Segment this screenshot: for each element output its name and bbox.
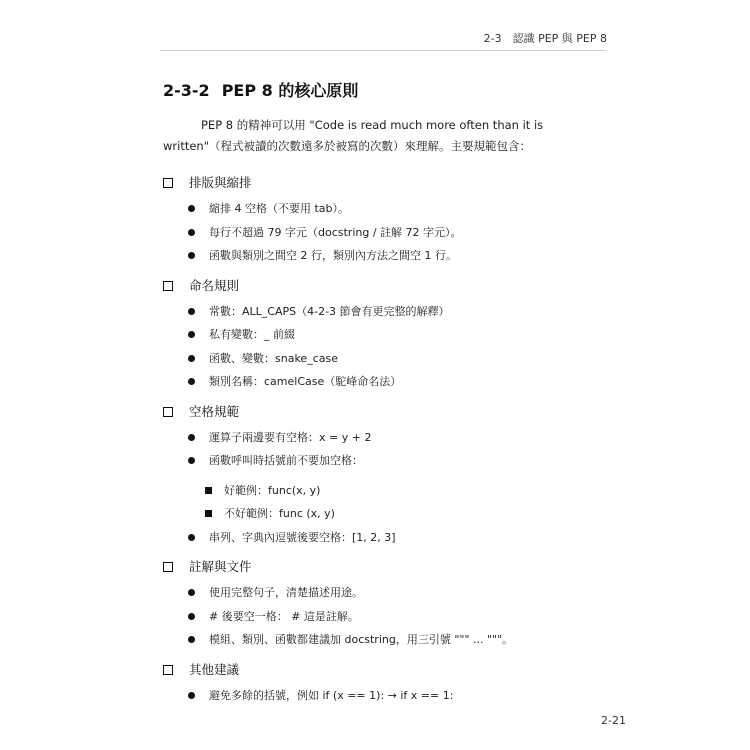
list-item <box>163 323 613 347</box>
bullet-list <box>163 300 613 394</box>
checkbox-bullet-icon <box>163 407 173 417</box>
checkbox-bullet-icon <box>163 562 173 572</box>
bullet-list <box>163 426 613 473</box>
group-heading-text: 其他建議 <box>189 661 240 677</box>
bullet-dot-icon <box>188 355 195 362</box>
list-item-text: 每行不超過 79 字元（docstring / 註解 72 字元）。 <box>209 225 462 239</box>
bullet-dot-icon <box>188 534 195 541</box>
list-item-text: 避免多餘的括號，例如 if (x == 1): → if x == 1: <box>209 688 454 702</box>
section-title-text: PEP 8 的核心原則 <box>221 81 359 100</box>
group-other-suggestions <box>163 658 613 708</box>
bullet-dot-icon <box>188 589 195 596</box>
header-divider <box>160 50 607 51</box>
bullet-list <box>163 197 613 268</box>
bullet-dot-icon <box>188 229 195 236</box>
bullet-dot-icon <box>188 252 195 259</box>
list-item <box>163 581 613 605</box>
bullet-dot-icon <box>188 636 195 643</box>
group-heading <box>163 658 613 682</box>
group-layout-indentation <box>163 171 613 268</box>
section-number: 2-3-2 <box>163 81 210 100</box>
list-item <box>163 221 613 245</box>
list-item-text: 函數與類別之間空 2 行，類別內方法之間空 1 行。 <box>209 249 457 262</box>
list-item <box>163 300 613 324</box>
list-item-text: # 後要空一格： # 這是註解。 <box>209 609 359 623</box>
sub-list-item-text: 不好範例：func (x, y) <box>224 507 335 520</box>
bullet-dot-icon <box>188 613 195 620</box>
section-title <box>163 78 613 101</box>
group-comments-docs <box>163 555 613 652</box>
list-item-text: 類別名稱：camelCase（駝峰命名法） <box>209 375 402 388</box>
group-heading-text: 排版與縮排 <box>189 175 252 190</box>
sub-list-item <box>163 502 613 526</box>
list-item-text: 縮排 4 空格（不要用 tab）。 <box>209 202 350 215</box>
group-whitespace-rules <box>163 400 613 550</box>
page-number: 2-21 <box>601 714 626 727</box>
bullet-list <box>163 684 613 708</box>
main-content <box>163 78 613 713</box>
bullet-dot-icon <box>188 205 195 212</box>
list-item <box>163 347 613 371</box>
list-item-text: 模組、類別、函數都建議加 docstring，用三引號 """ ... """。 <box>209 633 514 646</box>
list-item <box>163 449 613 473</box>
list-item <box>163 526 613 550</box>
list-item-text: 常數：ALL_CAPS（4-2-3 節會有更完整的解釋） <box>209 304 450 318</box>
square-bullet-icon <box>205 487 212 494</box>
bullet-list <box>163 526 613 550</box>
group-naming-rules <box>163 274 613 394</box>
list-item-text: 使用完整句子，清楚描述用途。 <box>209 586 363 599</box>
bullet-dot-icon <box>188 692 195 699</box>
bullet-list <box>163 581 613 652</box>
list-item <box>163 426 613 450</box>
list-item-text: 串列、字典內逗號後要空格：[1, 2, 3] <box>209 530 396 544</box>
list-item-text: 函數呼叫時括號前不要加空格： <box>209 454 363 467</box>
bullet-dot-icon <box>188 434 195 441</box>
list-item <box>163 244 613 268</box>
group-heading <box>163 274 613 298</box>
group-heading-text: 命名規則 <box>189 277 240 293</box>
list-item-text: 運算子兩邊要有空格：x = y + 2 <box>209 430 372 444</box>
list-item-text: 私有變數：_ 前綴 <box>209 328 295 341</box>
group-heading <box>163 400 613 424</box>
bullet-dot-icon <box>188 308 195 315</box>
square-bullet-icon <box>205 510 212 517</box>
sub-list-item <box>163 479 613 503</box>
sub-list-item-text: 好範例：func(x, y) <box>224 483 321 497</box>
checkbox-bullet-icon <box>163 665 173 675</box>
group-heading <box>163 555 613 579</box>
intro-paragraph: PEP 8 的精神可以用 "Code is read much more often than it is written"（程式被讀的次數遠多於被寫的次數）來理解。主要規範包含： <box>163 118 544 153</box>
running-header: 2-3 認識 PEP 與 PEP 8 <box>483 32 607 45</box>
list-item <box>163 605 613 629</box>
group-heading-text: 空格規範 <box>189 403 240 419</box>
list-item-text: 函數、變數：snake_case <box>209 351 338 365</box>
bullet-dot-icon <box>188 378 195 385</box>
list-item <box>163 684 613 708</box>
list-item <box>163 370 613 394</box>
checkbox-bullet-icon <box>163 178 173 188</box>
sub-bullet-list <box>163 479 613 526</box>
bullet-dot-icon <box>188 331 195 338</box>
group-heading <box>163 171 613 195</box>
list-item <box>163 628 613 652</box>
bullet-dot-icon <box>188 457 195 464</box>
group-heading-text: 註解與文件 <box>189 559 252 574</box>
checkbox-bullet-icon <box>163 281 173 291</box>
list-item <box>163 197 613 221</box>
